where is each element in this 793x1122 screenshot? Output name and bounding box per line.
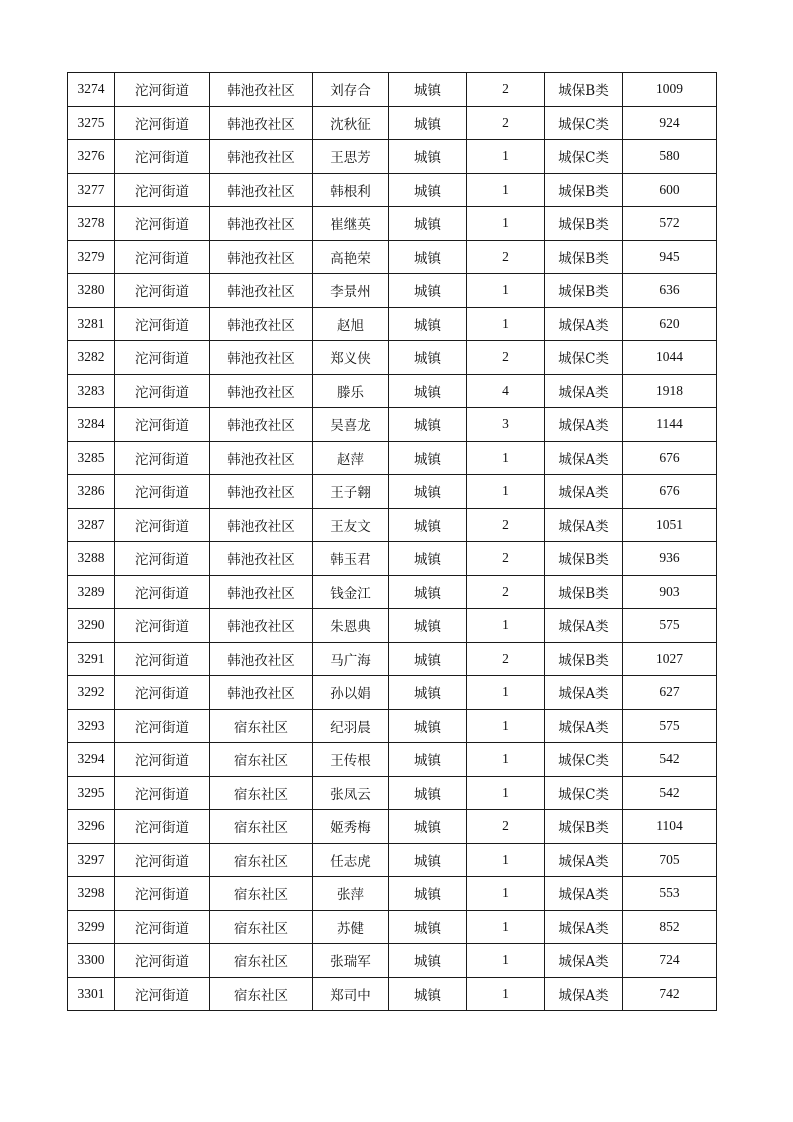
amount-cell: 1009 — [623, 73, 717, 107]
household-size-cell: 2 — [467, 575, 545, 609]
area-type-cell: 城镇 — [389, 240, 467, 274]
amount-cell: 1918 — [623, 374, 717, 408]
community-cell: 韩池孜社区 — [210, 642, 313, 676]
amount-cell: 1044 — [623, 341, 717, 375]
household-size-cell: 1 — [467, 977, 545, 1011]
row-id-cell: 3285 — [68, 441, 115, 475]
street-cell: 沱河街道 — [115, 910, 210, 944]
category-cell: 城保B类 — [545, 542, 623, 576]
row-id-cell: 3291 — [68, 642, 115, 676]
beneficiary-table — [67, 72, 717, 1011]
name-cell: 郑司中 — [313, 977, 389, 1011]
category-cell: 城保C类 — [545, 106, 623, 140]
table-row — [68, 743, 717, 777]
table-row — [68, 307, 717, 341]
street-cell: 沱河街道 — [115, 776, 210, 810]
area-type-cell: 城镇 — [389, 977, 467, 1011]
row-id-cell: 3283 — [68, 374, 115, 408]
community-cell: 韩池孜社区 — [210, 508, 313, 542]
street-cell: 沱河街道 — [115, 307, 210, 341]
street-cell: 沱河街道 — [115, 475, 210, 509]
name-cell: 马广海 — [313, 642, 389, 676]
household-size-cell: 2 — [467, 341, 545, 375]
area-type-cell: 城镇 — [389, 542, 467, 576]
category-cell: 城保A类 — [545, 709, 623, 743]
area-type-cell: 城镇 — [389, 843, 467, 877]
community-cell: 韩池孜社区 — [210, 207, 313, 241]
name-cell: 李景州 — [313, 274, 389, 308]
street-cell: 沱河街道 — [115, 441, 210, 475]
row-id-cell: 3279 — [68, 240, 115, 274]
community-cell: 韩池孜社区 — [210, 307, 313, 341]
area-type-cell: 城镇 — [389, 173, 467, 207]
area-type-cell: 城镇 — [389, 207, 467, 241]
category-cell: 城保B类 — [545, 73, 623, 107]
name-cell: 王子翱 — [313, 475, 389, 509]
street-cell: 沱河街道 — [115, 140, 210, 174]
amount-cell: 852 — [623, 910, 717, 944]
area-type-cell: 城镇 — [389, 341, 467, 375]
community-cell: 韩池孜社区 — [210, 475, 313, 509]
amount-cell: 620 — [623, 307, 717, 341]
community-cell: 宿东社区 — [210, 910, 313, 944]
household-size-cell: 2 — [467, 642, 545, 676]
amount-cell: 945 — [623, 240, 717, 274]
name-cell: 张凤云 — [313, 776, 389, 810]
household-size-cell: 1 — [467, 140, 545, 174]
category-cell: 城保C类 — [545, 140, 623, 174]
area-type-cell: 城镇 — [389, 910, 467, 944]
table-row — [68, 341, 717, 375]
category-cell: 城保A类 — [545, 609, 623, 643]
street-cell: 沱河街道 — [115, 274, 210, 308]
street-cell: 沱河街道 — [115, 676, 210, 710]
household-size-cell: 1 — [467, 776, 545, 810]
row-id-cell: 3281 — [68, 307, 115, 341]
name-cell: 赵萍 — [313, 441, 389, 475]
row-id-cell: 3294 — [68, 743, 115, 777]
community-cell: 宿东社区 — [210, 877, 313, 911]
category-cell: 城保B类 — [545, 207, 623, 241]
amount-cell: 572 — [623, 207, 717, 241]
row-id-cell: 3287 — [68, 508, 115, 542]
area-type-cell: 城镇 — [389, 140, 467, 174]
category-cell: 城保A类 — [545, 676, 623, 710]
table-row — [68, 542, 717, 576]
name-cell: 苏健 — [313, 910, 389, 944]
row-id-cell: 3297 — [68, 843, 115, 877]
row-id-cell: 3276 — [68, 140, 115, 174]
amount-cell: 600 — [623, 173, 717, 207]
street-cell: 沱河街道 — [115, 73, 210, 107]
community-cell: 韩池孜社区 — [210, 274, 313, 308]
row-id-cell: 3295 — [68, 776, 115, 810]
household-size-cell: 1 — [467, 944, 545, 978]
community-cell: 宿东社区 — [210, 977, 313, 1011]
category-cell: 城保B类 — [545, 810, 623, 844]
table-body — [68, 73, 717, 1011]
household-size-cell: 2 — [467, 542, 545, 576]
community-cell: 韩池孜社区 — [210, 341, 313, 375]
community-cell: 韩池孜社区 — [210, 575, 313, 609]
area-type-cell: 城镇 — [389, 441, 467, 475]
row-id-cell: 3286 — [68, 475, 115, 509]
amount-cell: 742 — [623, 977, 717, 1011]
category-cell: 城保B类 — [545, 274, 623, 308]
street-cell: 沱河街道 — [115, 374, 210, 408]
area-type-cell: 城镇 — [389, 374, 467, 408]
street-cell: 沱河街道 — [115, 709, 210, 743]
area-type-cell: 城镇 — [389, 609, 467, 643]
name-cell: 朱恩典 — [313, 609, 389, 643]
table-row — [68, 73, 717, 107]
community-cell: 宿东社区 — [210, 843, 313, 877]
street-cell: 沱河街道 — [115, 743, 210, 777]
document-page — [67, 72, 716, 1011]
street-cell: 沱河街道 — [115, 508, 210, 542]
table-row — [68, 140, 717, 174]
amount-cell: 542 — [623, 743, 717, 777]
street-cell: 沱河街道 — [115, 843, 210, 877]
row-id-cell: 3300 — [68, 944, 115, 978]
category-cell: 城保B类 — [545, 173, 623, 207]
table-row — [68, 207, 717, 241]
community-cell: 宿东社区 — [210, 810, 313, 844]
table-row — [68, 508, 717, 542]
household-size-cell: 1 — [467, 307, 545, 341]
amount-cell: 936 — [623, 542, 717, 576]
table-row — [68, 106, 717, 140]
table-row — [68, 676, 717, 710]
name-cell: 姬秀梅 — [313, 810, 389, 844]
table-row — [68, 642, 717, 676]
area-type-cell: 城镇 — [389, 408, 467, 442]
amount-cell: 1144 — [623, 408, 717, 442]
table-row — [68, 374, 717, 408]
street-cell: 沱河街道 — [115, 609, 210, 643]
area-type-cell: 城镇 — [389, 676, 467, 710]
amount-cell: 542 — [623, 776, 717, 810]
area-type-cell: 城镇 — [389, 575, 467, 609]
community-cell: 韩池孜社区 — [210, 106, 313, 140]
amount-cell: 553 — [623, 877, 717, 911]
name-cell: 王友文 — [313, 508, 389, 542]
table-row — [68, 408, 717, 442]
area-type-cell: 城镇 — [389, 106, 467, 140]
name-cell: 韩玉君 — [313, 542, 389, 576]
name-cell: 崔继英 — [313, 207, 389, 241]
name-cell: 赵旭 — [313, 307, 389, 341]
table-row — [68, 776, 717, 810]
street-cell: 沱河街道 — [115, 642, 210, 676]
row-id-cell: 3288 — [68, 542, 115, 576]
category-cell: 城保C类 — [545, 743, 623, 777]
household-size-cell: 3 — [467, 408, 545, 442]
name-cell: 张萍 — [313, 877, 389, 911]
category-cell: 城保A类 — [545, 910, 623, 944]
category-cell: 城保A类 — [545, 977, 623, 1011]
row-id-cell: 3290 — [68, 609, 115, 643]
row-id-cell: 3299 — [68, 910, 115, 944]
area-type-cell: 城镇 — [389, 810, 467, 844]
name-cell: 孙以娟 — [313, 676, 389, 710]
household-size-cell: 2 — [467, 106, 545, 140]
row-id-cell: 3293 — [68, 709, 115, 743]
category-cell: 城保B类 — [545, 240, 623, 274]
category-cell: 城保A类 — [545, 408, 623, 442]
amount-cell: 903 — [623, 575, 717, 609]
street-cell: 沱河街道 — [115, 944, 210, 978]
street-cell: 沱河街道 — [115, 408, 210, 442]
community-cell: 宿东社区 — [210, 944, 313, 978]
category-cell: 城保B类 — [545, 575, 623, 609]
street-cell: 沱河街道 — [115, 106, 210, 140]
area-type-cell: 城镇 — [389, 944, 467, 978]
area-type-cell: 城镇 — [389, 877, 467, 911]
community-cell: 韩池孜社区 — [210, 140, 313, 174]
amount-cell: 705 — [623, 843, 717, 877]
household-size-cell: 1 — [467, 743, 545, 777]
community-cell: 宿东社区 — [210, 743, 313, 777]
category-cell: 城保A类 — [545, 944, 623, 978]
name-cell: 钱金江 — [313, 575, 389, 609]
category-cell: 城保C类 — [545, 776, 623, 810]
category-cell: 城保A类 — [545, 877, 623, 911]
household-size-cell: 1 — [467, 910, 545, 944]
community-cell: 韩池孜社区 — [210, 173, 313, 207]
household-size-cell: 2 — [467, 810, 545, 844]
table-row — [68, 274, 717, 308]
amount-cell: 676 — [623, 441, 717, 475]
name-cell: 王传根 — [313, 743, 389, 777]
amount-cell: 924 — [623, 106, 717, 140]
community-cell: 韩池孜社区 — [210, 676, 313, 710]
community-cell: 宿东社区 — [210, 709, 313, 743]
row-id-cell: 3284 — [68, 408, 115, 442]
household-size-cell: 1 — [467, 609, 545, 643]
name-cell: 吴喜龙 — [313, 408, 389, 442]
category-cell: 城保A类 — [545, 307, 623, 341]
street-cell: 沱河街道 — [115, 977, 210, 1011]
household-size-cell: 2 — [467, 240, 545, 274]
street-cell: 沱河街道 — [115, 877, 210, 911]
household-size-cell: 1 — [467, 207, 545, 241]
table-row — [68, 609, 717, 643]
area-type-cell: 城镇 — [389, 274, 467, 308]
area-type-cell: 城镇 — [389, 508, 467, 542]
row-id-cell: 3301 — [68, 977, 115, 1011]
category-cell: 城保A类 — [545, 374, 623, 408]
household-size-cell: 1 — [467, 441, 545, 475]
table-row — [68, 944, 717, 978]
category-cell: 城保A类 — [545, 508, 623, 542]
community-cell: 韩池孜社区 — [210, 609, 313, 643]
table-row — [68, 173, 717, 207]
household-size-cell: 4 — [467, 374, 545, 408]
amount-cell: 724 — [623, 944, 717, 978]
name-cell: 王思芳 — [313, 140, 389, 174]
category-cell: 城保A类 — [545, 475, 623, 509]
community-cell: 宿东社区 — [210, 776, 313, 810]
community-cell: 韩池孜社区 — [210, 374, 313, 408]
table-row — [68, 575, 717, 609]
household-size-cell: 1 — [467, 173, 545, 207]
category-cell: 城保A类 — [545, 843, 623, 877]
community-cell: 韩池孜社区 — [210, 542, 313, 576]
category-cell: 城保C类 — [545, 341, 623, 375]
amount-cell: 580 — [623, 140, 717, 174]
row-id-cell: 3277 — [68, 173, 115, 207]
category-cell: 城保A类 — [545, 441, 623, 475]
row-id-cell: 3274 — [68, 73, 115, 107]
area-type-cell: 城镇 — [389, 73, 467, 107]
row-id-cell: 3296 — [68, 810, 115, 844]
row-id-cell: 3298 — [68, 877, 115, 911]
name-cell: 任志虎 — [313, 843, 389, 877]
street-cell: 沱河街道 — [115, 240, 210, 274]
household-size-cell: 1 — [467, 843, 545, 877]
table-row — [68, 977, 717, 1011]
community-cell: 韩池孜社区 — [210, 441, 313, 475]
street-cell: 沱河街道 — [115, 341, 210, 375]
amount-cell: 1104 — [623, 810, 717, 844]
row-id-cell: 3292 — [68, 676, 115, 710]
name-cell: 纪羽晨 — [313, 709, 389, 743]
amount-cell: 1027 — [623, 642, 717, 676]
table-row — [68, 843, 717, 877]
area-type-cell: 城镇 — [389, 475, 467, 509]
name-cell: 刘存合 — [313, 73, 389, 107]
household-size-cell: 1 — [467, 274, 545, 308]
row-id-cell: 3280 — [68, 274, 115, 308]
name-cell: 高艳荣 — [313, 240, 389, 274]
table-row — [68, 877, 717, 911]
amount-cell: 575 — [623, 709, 717, 743]
street-cell: 沱河街道 — [115, 575, 210, 609]
amount-cell: 627 — [623, 676, 717, 710]
row-id-cell: 3278 — [68, 207, 115, 241]
name-cell: 韩根利 — [313, 173, 389, 207]
table-row — [68, 709, 717, 743]
table-row — [68, 475, 717, 509]
area-type-cell: 城镇 — [389, 776, 467, 810]
name-cell: 滕乐 — [313, 374, 389, 408]
area-type-cell: 城镇 — [389, 307, 467, 341]
row-id-cell: 3275 — [68, 106, 115, 140]
amount-cell: 676 — [623, 475, 717, 509]
name-cell: 沈秋征 — [313, 106, 389, 140]
name-cell: 张瑞军 — [313, 944, 389, 978]
row-id-cell: 3289 — [68, 575, 115, 609]
street-cell: 沱河街道 — [115, 542, 210, 576]
street-cell: 沱河街道 — [115, 173, 210, 207]
name-cell: 郑义侠 — [313, 341, 389, 375]
table-row — [68, 240, 717, 274]
area-type-cell: 城镇 — [389, 743, 467, 777]
table-row — [68, 810, 717, 844]
household-size-cell: 2 — [467, 73, 545, 107]
household-size-cell: 1 — [467, 475, 545, 509]
area-type-cell: 城镇 — [389, 642, 467, 676]
amount-cell: 1051 — [623, 508, 717, 542]
community-cell: 韩池孜社区 — [210, 408, 313, 442]
community-cell: 韩池孜社区 — [210, 240, 313, 274]
street-cell: 沱河街道 — [115, 810, 210, 844]
area-type-cell: 城镇 — [389, 709, 467, 743]
household-size-cell: 2 — [467, 508, 545, 542]
table-row — [68, 910, 717, 944]
household-size-cell: 1 — [467, 709, 545, 743]
row-id-cell: 3282 — [68, 341, 115, 375]
street-cell: 沱河街道 — [115, 207, 210, 241]
household-size-cell: 1 — [467, 676, 545, 710]
amount-cell: 636 — [623, 274, 717, 308]
community-cell: 韩池孜社区 — [210, 73, 313, 107]
household-size-cell: 1 — [467, 877, 545, 911]
table-row — [68, 441, 717, 475]
category-cell: 城保B类 — [545, 642, 623, 676]
amount-cell: 575 — [623, 609, 717, 643]
